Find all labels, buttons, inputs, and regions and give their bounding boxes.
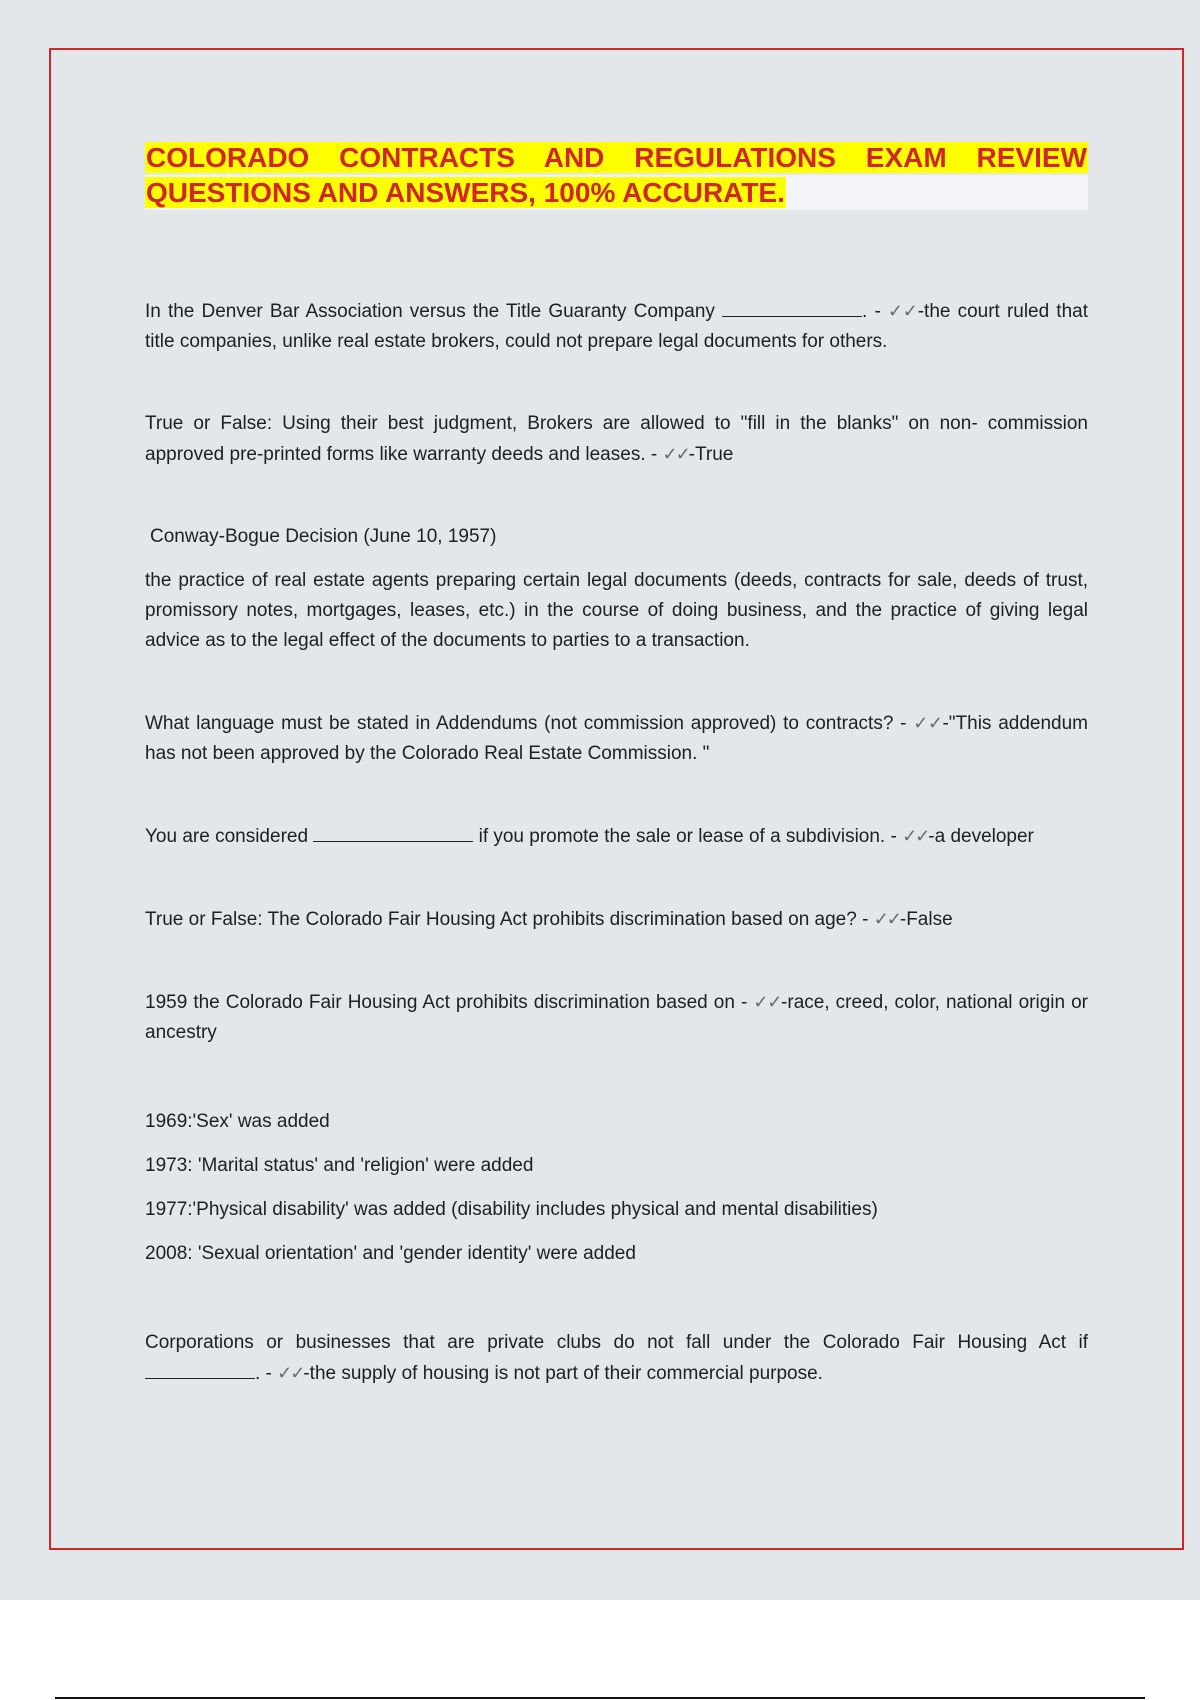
answer-blank <box>722 298 862 317</box>
qa-item-7: 1959 the Colorado Fair Housing Act prohibits discrimination based on - ✓✓-race, creed, color, national origin or ancestry <box>145 992 1088 1043</box>
qa-item-3-body: the practice of real estate agents preparing certain legal documents (deeds, contracts for sale, deeds of trust, promissory notes, mortgages, leases, etc.) in the course of doing business, and the practice of giving legal advice as to the legal effect of the documents to parties to a transaction. <box>145 570 1088 651</box>
title-line-2-row <box>145 175 1088 210</box>
list-item: 1977:'Physical disability' was added (disability includes physical and mental disabilities) <box>145 1199 878 1220</box>
list-item: 1973: 'Marital status' and 'religion' were added <box>145 1155 534 1176</box>
document-title <box>145 140 1088 210</box>
qa-item-3-heading: Conway-Bogue Decision (June 10, 1957) <box>150 526 497 547</box>
title-line-1: COLORADO CONTRACTS AND REGULATIONS EXAM REVIEW <box>146 142 1087 173</box>
list-item: 2008: 'Sexual orientation' and 'gender identity' were added <box>145 1243 636 1264</box>
qa-item-6: True or False: The Colorado Fair Housing Act prohibits discrimination based on age? - ✓✓-False <box>145 909 953 930</box>
footer-divider <box>55 1697 1145 1699</box>
double-check-icon: ✓✓ <box>662 444 689 464</box>
amendment-list <box>145 1100 1088 1276</box>
qa-item-1: In the Denver Bar Association versus the Title Guaranty Company . - ✓✓-the court ruled that title companies, unlike real estate brokers, could not prepare legal documents for others. <box>145 296 1088 357</box>
answer-blank <box>145 1360 255 1379</box>
qa-item-9: Corporations or businesses that are private clubs do not fall under the Colorado Fair Housing Act if . - ✓✓-the supply of housing is not part of their commercial purpose. <box>145 1332 1088 1384</box>
double-check-icon: ✓✓ <box>913 713 943 733</box>
double-check-icon: ✓✓ <box>753 992 782 1012</box>
answer-blank <box>313 823 473 842</box>
qa-item-4: What language must be stated in Addendums (not commission approved) to contracts? - ✓✓-"This addendum has not been approved by the Colorado Real Estate Commission. " <box>145 713 1088 764</box>
double-check-icon: ✓✓ <box>873 909 900 929</box>
double-check-icon: ✓✓ <box>277 1363 304 1383</box>
title-line-2: QUESTIONS AND ANSWERS, 100% ACCURATE. <box>146 177 785 208</box>
list-item: 1969:'Sex' was added <box>145 1111 330 1132</box>
document-body <box>145 140 1088 1389</box>
qa-item-5: You are considered if you promote the sale or lease of a subdivision. - ✓✓-a developer <box>145 821 1088 852</box>
double-check-icon: ✓✓ <box>902 826 929 846</box>
double-check-icon: ✓✓ <box>887 301 918 321</box>
qa-item-2: True or False: Using their best judgment, Brokers are allowed to "fill in the blanks" on non- commission approved pre-printed forms like warranty deeds and leases. - ✓✓-True <box>145 413 1088 465</box>
